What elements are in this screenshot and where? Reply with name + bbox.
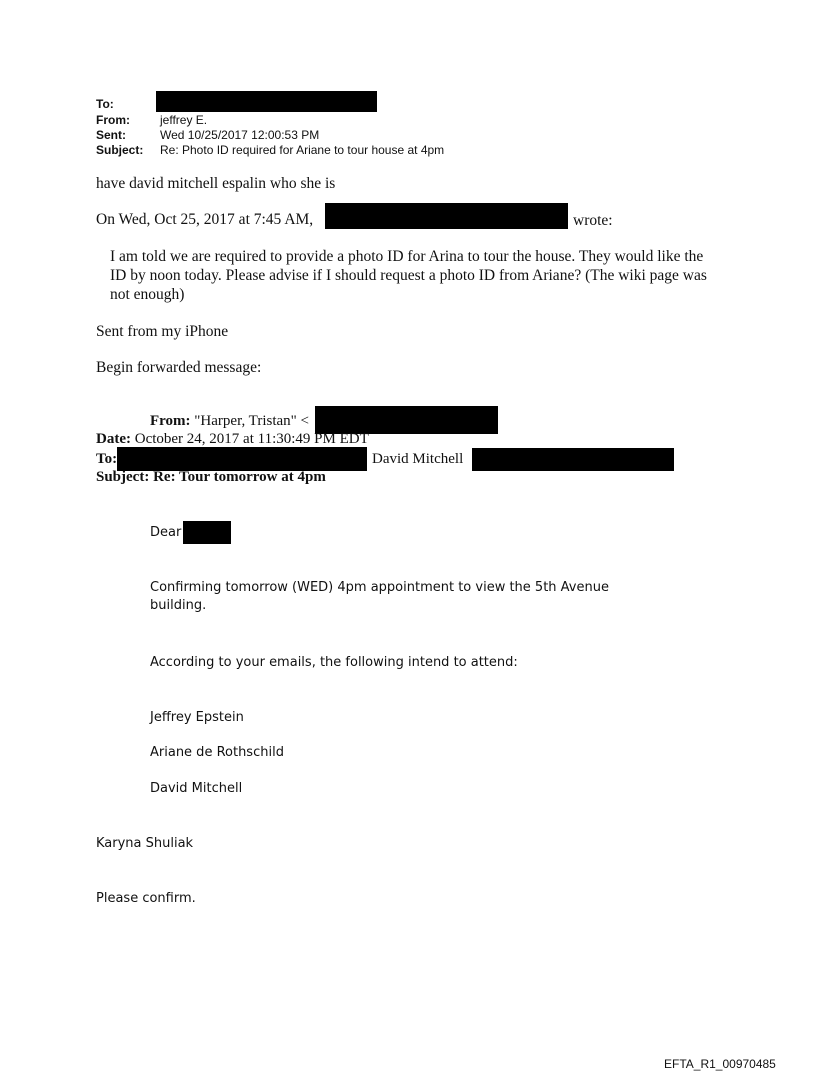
quoted-message: I am told we are required to provide a photo ID for Arina to tour the house. They would like the ID by noon today. Please advise if I should request a photo ID from Ariane? (The wiki page was not enough) [110, 248, 707, 303]
redaction-box [472, 448, 674, 471]
attendee-item: Ariane de Rothschild [150, 745, 284, 760]
fwd-subject-label: Subject: [96, 469, 150, 485]
fwd-to-label: To: [96, 451, 118, 467]
redaction-box [315, 406, 498, 434]
from-value: jeffrey E. [160, 113, 208, 127]
fwd-to-line [96, 451, 117, 468]
redaction-box [183, 521, 231, 544]
to-label: To: [96, 97, 114, 111]
forwarded-label: Begin forwarded message: [96, 359, 262, 376]
redaction-box [325, 203, 568, 229]
document-id: EFTA_R1_00970485 [664, 1057, 776, 1071]
fwd-from-value: "Harper, Tristan" < [194, 413, 309, 429]
fwd-to-name: David Mitchell [372, 451, 464, 467]
closing-text: Please confirm. [96, 891, 196, 906]
fwd-subject-value: Re: Tour tomorrow at 4pm [153, 469, 326, 485]
fwd-date-line [96, 431, 369, 448]
attendee-item: David Mitchell [150, 781, 243, 796]
sent-label: Sent: [96, 128, 126, 142]
salutation: Dear [150, 525, 182, 540]
redaction-box [156, 91, 377, 112]
sender-name: Karyna Shuliak [96, 836, 194, 851]
fwd-subject-line [96, 469, 326, 486]
fwd-date-label: Date: [96, 431, 131, 447]
sent-value: Wed 10/25/2017 12:00:53 PM [160, 128, 320, 142]
attend-intro: According to your emails, the following intend to attend: [150, 655, 518, 670]
fwd-from-label: From: [150, 413, 191, 429]
subject-value: Re: Photo ID required for Ariane to tour house at 4pm [160, 143, 445, 157]
quote-intro-suffix: wrote: [573, 212, 613, 229]
confirm-text: Confirming tomorrow (WED) 4pm appointment to view the 5th Avenue building. [150, 580, 609, 613]
quote-intro-prefix: On Wed, Oct 25, 2017 at 7:45 AM, [96, 211, 314, 228]
signature: Sent from my iPhone [96, 323, 229, 340]
fwd-from-line [150, 413, 309, 430]
attendee-item: Jeffrey Epstein [150, 710, 244, 725]
from-label: From: [96, 113, 130, 127]
redaction-box [117, 447, 367, 471]
reply-text: have david mitchell espalin who she is [96, 175, 336, 192]
subject-label: Subject: [96, 143, 144, 157]
fwd-date-value: October 24, 2017 at 11:30:49 PM EDT [134, 431, 369, 447]
